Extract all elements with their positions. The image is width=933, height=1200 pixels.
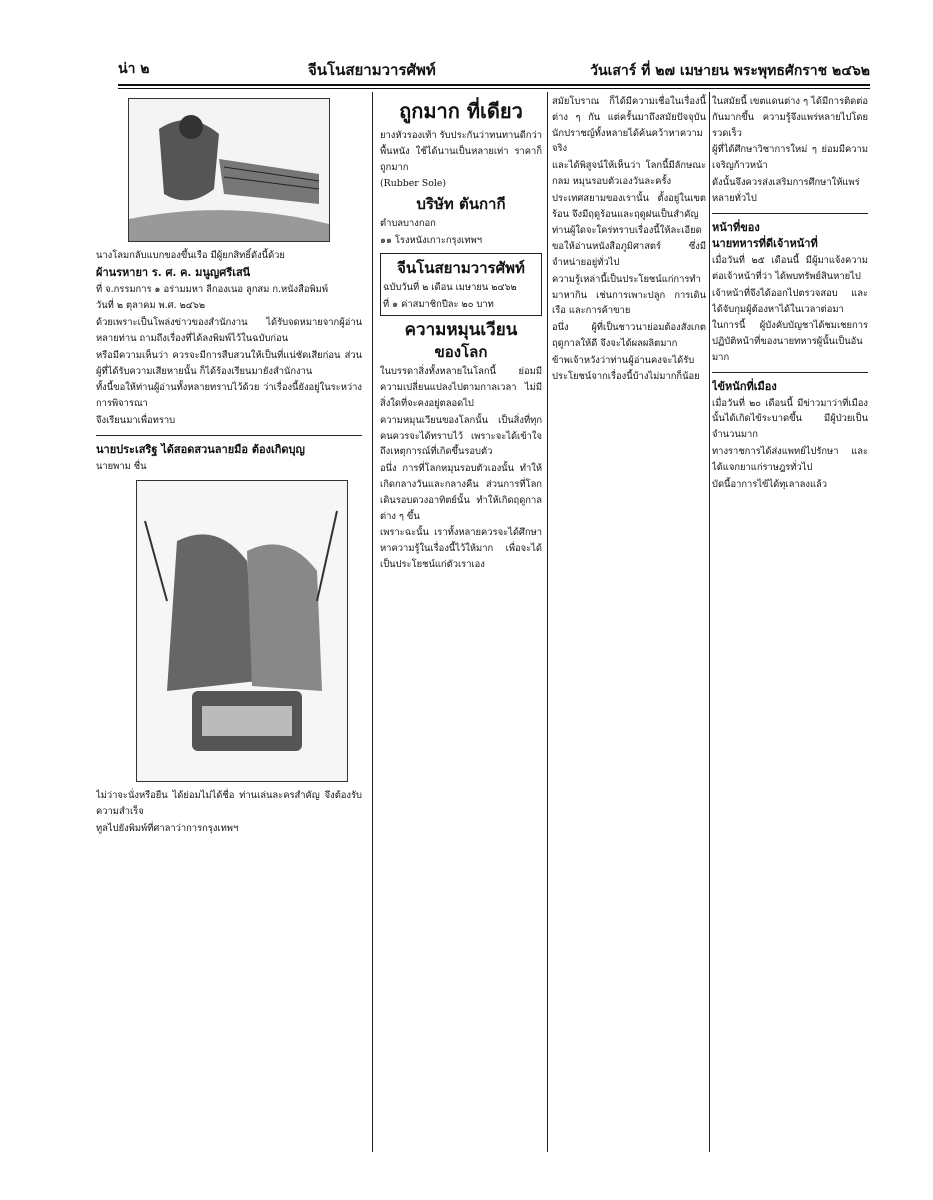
footer-line: ทูลไปยังพิมพ์ที่ศาลาว่าการกรุงเทพฯ [96,822,239,834]
paragraph: ความหมุนเวียนของโลกนั้น เป็นสิ่งที่ทุกคนควรจะได้ทราบไว้ เพราะจะได้เข้าใจถึงเหตุการณ์ที่เกิดขึ้นรอบตัว [380,414,542,458]
lower-illustration [136,480,348,782]
section-heading: นายประเสริฐ ได้สอดสวนลายมือ ต้องเกิดบุญ [96,442,305,456]
lower-caption: ไม่ว่าจะนั่งหรือยืน ได้ย่อมไม่ได้ชื่อ ท่านเล่นละครสำคัญ จึงต้องรับความสำเร็จ [96,790,362,818]
paragraph: ผู้ที่ได้ศึกษาวิชาการใหม่ ๆ ย่อมมีความเจริญก้าวหน้า [712,144,868,172]
paragraph: สมัยโบราณ ก็ได้มีความเชื่อในเรื่องนี้ต่าง ๆ กัน แต่ครั้นมาถึงสมัยปัจจุบัน นักปราชญ์ทั้งหลายได้ค้นคว้าหาความจริง [552,96,706,155]
paragraph: ดังนั้นจึงควรส่งเสริมการศึกษาให้แพร่หลายทั่วไป [712,176,860,204]
column-divider [709,92,710,1152]
company-name: บริษัท ตันกากี [416,195,506,214]
box-line: ที่ ๑ ค่าสมาชิกปีละ ๒๐ บาท [383,298,494,310]
festival-figures-icon [137,481,347,781]
paragraph: เพราะฉะนั้น เราทั้งหลายควรจะได้ศึกษาหาความรู้ในเรื่องนี้ไว้ให้มาก เพื่อจะได้เป็นประโยชน์แก่ตัวเราเอง [380,527,542,570]
paragraph: หรือมีความเห็นว่า ควรจะมีการสืบสวนให้เป็นที่แน่ชัดเสียก่อน ส่วนผู้ที่ได้รับความเสียหายนั้น ก็ได้ร้องเรียนมายังสำนักงาน [96,349,362,377]
paragraph: ความรู้เหล่านี้เป็นประโยชน์แก่การทำมาหากิน เช่นการเพาะปลูก การเดินเรือ และการค้าขาย [552,273,706,317]
ad-intro: ยางหัวรองเท้า รับประกันว่าทนทานดีกว่าพื้นหนัง ใช้ได้นานเป็นหลายเท่า ราคาก็ถูกมาก [380,130,542,173]
section-subtitle: นายทหารที่ดีเจ้าหน้าที่ [712,237,818,251]
column-divider [547,92,548,1152]
feature-title: ความหมุนเวียน [404,320,518,341]
ad-brand: (Rubber Sole) [380,178,447,190]
issue-date: วันเสาร์ ที่ ๒๗ เมษายน พระพุทธศักราช ๒๔๖๒ [590,63,870,79]
newspaper-title: จีนโนสยามวารศัพท์ [308,61,436,79]
woodcut-figure-icon [129,99,329,241]
company-address: ๑๑ โรงหนังเกาะกรุงเทพฯ [380,234,482,246]
paragraph: ข้าพเจ้าหวังว่าท่านผู้อ่านคงจะได้รับประโยชน์จากเรื่องนี้บ้างไม่มากก็น้อย [552,354,700,382]
paragraph: ท่านผู้ใดจะใคร่ทราบเรื่องนี้ให้ละเอียด ขอให้อ่านหนังสือภูมิศาสตร์ ซึ่งมีจำหน่ายอยู่ทั่วไป [552,225,706,268]
masthead [118,58,870,82]
box-title: จีนโนสยามวารศัพท์ [397,258,525,277]
paragraph: อนึ่ง ผู้ที่เป็นชาวนาย่อมต้องสังเกตฤดูกาลให้ดี จึงจะได้ผลผลิตมาก [552,322,706,349]
closing: จึงเรียนมาเพื่อทราบ [96,414,176,426]
column-4 [712,94,868,1144]
paragraph: เมื่อวันที่ ๒๐ เดือนนี้ มีข่าวมาว่าที่เมืองนั้นได้เกิดไข้ระบาดขึ้น มีผู้ป่วยเป็นจำนวนมาก [712,397,868,441]
paragraph: ด้วยเพราะเป็นโพล่งข่าวของสำนักงาน ได้รับจดหมายจากผู้อ่านหลายท่าน ถามถึงเรื่องที่ได้ลงพิมพ์ไว้ในฉบับก่อน [96,317,362,344]
feature-subtitle: ของโลก [434,343,488,362]
illustration-credit: ผ้านรหายา ร. ศ. ค. มนูญศรีเสนี [96,265,251,279]
paragraph: ทั้งนี้ขอให้ท่านผู้อ่านทั้งหลายทราบไว้ด้วย ว่าเรื่องนี้ยังอยู่ในระหว่างการพิจารณา [96,382,362,410]
paragraph: เจ้าหน้าที่จึงได้ออกไปตรวจสอบ และได้จับกุมผู้ต้องหาได้ในเวลาต่อมา [712,287,868,315]
company-location: ตำบลบางกอก [380,218,436,230]
column-1 [96,94,362,1140]
ad-headline: ถูกมาก ที่เดียว [399,99,523,123]
column-divider [372,92,373,1152]
paragraph: บัดนี้อาการไข้ได้ทุเลาลงแล้ว [712,478,828,490]
top-illustration [128,98,330,242]
divider [96,435,362,436]
column-2 [380,94,542,1144]
paragraph: ประเทศสยามของเรานั้น ตั้งอยู่ในเขตร้อน จึงมีฤดูร้อนและฤดูฝนเป็นสำคัญ [552,192,706,220]
sub-date: วันที่ ๒ ตุลาคม พ.ศ. ๒๔๖๒ [96,300,205,312]
section-sub: นายพาม ชื่น [96,460,147,472]
paragraph: ในบรรดาสิ่งทั้งหลายในโลกนี้ ย่อมมีความเปลี่ยนแปลงไปตามกาลเวลา ไม่มีสิ่งใดที่จะคงอยู่ตลอดไป [380,366,542,409]
column-3 [552,94,706,1144]
section-title: ไข้หนักที่เมือง [712,379,777,393]
paragraph: ในการนี้ ผู้บังคับบัญชาได้ชมเชยการปฏิบัติหน้าที่ของนายทหารผู้นั้นเป็นอันมาก [712,320,868,363]
paragraph: ในสมัยนี้ เขตแดนต่าง ๆ ได้มีการติดต่อกันมากขึ้น ความรู้จึงแพร่หลายไปโดยรวดเร็ว [712,96,868,139]
masthead-rule [118,84,870,86]
page-number: น่า ๒ [118,61,150,77]
box-line: ฉบับวันที่ ๒ เดือน เมษายน ๒๔๖๒ [383,281,517,293]
divider [712,372,868,373]
paragraph: เมื่อวันที่ ๒๕ เดือนนี้ มีผู้มาแจ้งความต่อเจ้าหน้าที่ว่า ได้พบทรัพย์สินหายไป [712,255,868,282]
illustration-caption: นางโลมกลับแบกของขึ้นเรือ มีผู้ยกสิทธิ์ดังนี้ด้วย [96,250,285,261]
divider [712,213,868,214]
paragraph: อนึ่ง การที่โลกหมุนรอบตัวเองนั้น ทำให้เกิดกลางวันและกลางคืน ส่วนการที่โลกเดินรอบดวงอาทิตย์นั้น ทำให้เกิดฤดูกาลต่าง ๆ ขึ้น [380,463,542,522]
section-title: หน้าที่ของ [712,220,760,234]
paragraph: และได้พิสูจน์ให้เห็นว่า โลกนี้มีลักษณะกลม หมุนรอบตัวเองวันละครั้ง [552,160,706,187]
masthead-rule-thin [118,88,870,89]
sub-line: ที่ จ.กรรมการ ๑ อร่ามมหา ลีกองเนอ ลูกสม ก.หนังสือพิมพ์ [96,283,329,295]
paragraph: ทางราชการได้ส่งแพทย์ไปรักษา และได้แจกยาแก่ราษฎรทั่วไป [712,445,868,473]
paper-info-box [380,253,542,317]
